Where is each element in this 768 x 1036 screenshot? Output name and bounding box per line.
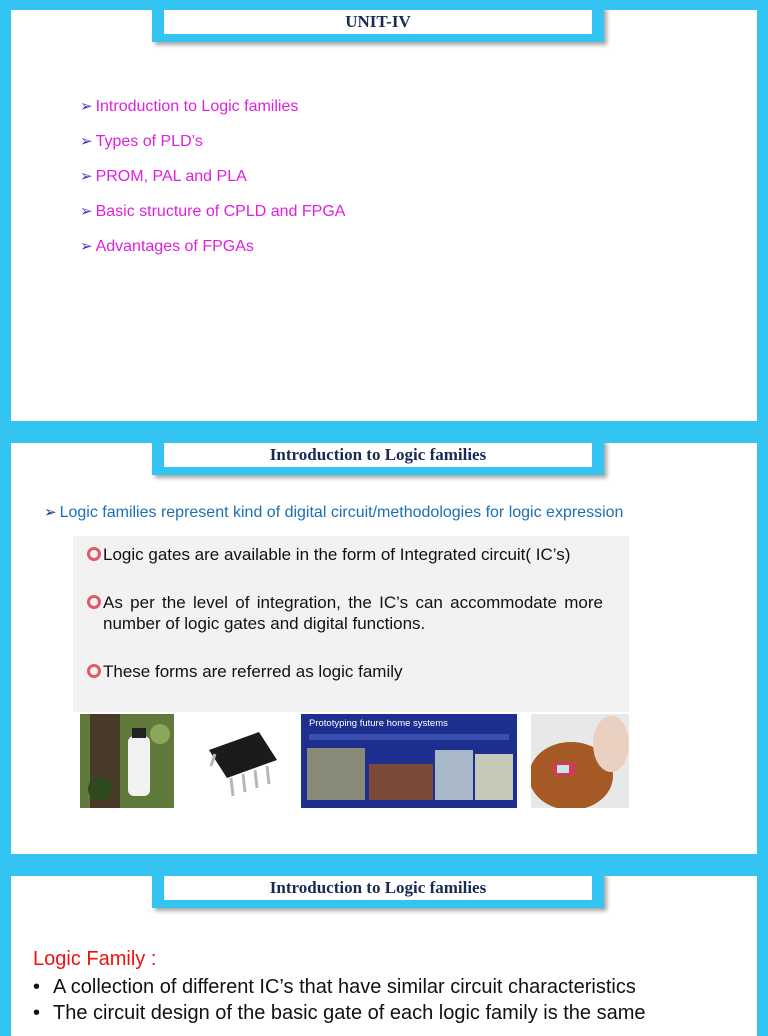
circle-bullet-icon: [87, 664, 101, 678]
slide-unit-iv: [11, 10, 757, 421]
bullet-dot-icon: •: [33, 976, 41, 998]
panel-point: As per the level of integration, the IC’s can accommodate more number of logic gates and digital functions.: [103, 592, 603, 634]
slide-logic-family-definition: [11, 876, 757, 1036]
list-item: ➢ PROM, PAL and PLA: [80, 168, 247, 185]
dog-chip-photo: [531, 714, 629, 808]
definition-list: [33, 974, 646, 1026]
list-item: ➢ Advantages of FPGAs: [80, 238, 254, 255]
home-systems-photo: [301, 714, 517, 808]
slide-title: UNIT-IV: [164, 10, 592, 34]
arrow-bullet-icon: ➢: [80, 238, 93, 255]
list-item: • A collection of different IC’s that have similar circuit characteristics: [33, 976, 636, 998]
slide-logic-families-intro: [11, 443, 757, 854]
circle-bullet-icon: [87, 595, 101, 609]
list-item: ➢ Basic structure of CPLD and FPGA: [80, 203, 346, 220]
dog-reader-icon: [531, 714, 629, 808]
title-band: [152, 876, 604, 908]
slide-title: Introduction to Logic families: [164, 876, 592, 900]
bullet-dot-icon: •: [33, 1002, 41, 1024]
photo-caption: Prototyping future home systems: [309, 718, 448, 729]
sensor-photo: [80, 714, 174, 808]
logic-gate-panel: [73, 536, 629, 712]
list-item: • The circuit design of the basic gate of each logic family is the same: [33, 1002, 646, 1024]
section-heading: Logic Family :: [33, 948, 157, 970]
sensor-device-icon: [80, 714, 174, 808]
list-item: ➢ Introduction to Logic families: [80, 98, 299, 115]
topic-list: [80, 96, 345, 271]
list-item: ➢ Types of PLD’s: [80, 133, 203, 150]
arrow-bullet-icon: ➢: [44, 504, 57, 521]
circle-bullet-icon: [87, 547, 101, 561]
title-band: [152, 10, 604, 42]
arrow-bullet-icon: ➢: [80, 168, 93, 185]
ic-chip-icon: [197, 714, 287, 808]
panel-point: These forms are referred as logic family: [103, 661, 603, 682]
ic-chip-photo: [197, 714, 287, 808]
panel-point: Logic gates are available in the form of Integrated circuit( IC’s): [103, 544, 603, 565]
arrow-bullet-icon: ➢: [80, 133, 93, 150]
title-band: [152, 443, 604, 475]
lead-text: ➢ Logic families represent kind of digital circuit/methodologies for logic expression: [44, 504, 624, 521]
arrow-bullet-icon: ➢: [80, 203, 93, 220]
arrow-bullet-icon: ➢: [80, 98, 93, 115]
slide-title: Introduction to Logic families: [164, 443, 592, 467]
